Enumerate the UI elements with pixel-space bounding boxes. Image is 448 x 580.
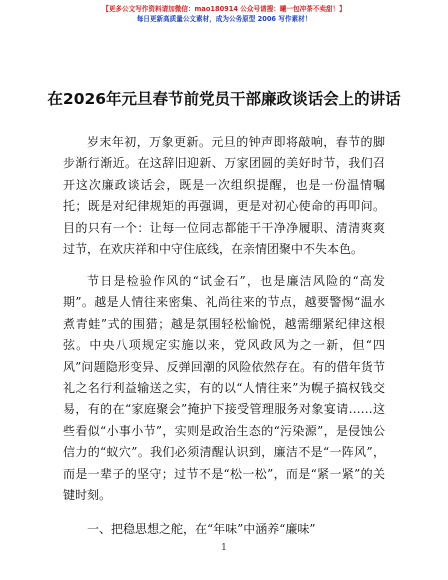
header-banner [0, 4, 448, 24]
paragraph-intro: 岁末年初，万象更新。元旦的钟声即将敲响，春节的脚步渐行渐近。在这辞旧迎新、万家团圆的美好时节，我们召开这次廉政谈话会，既是一次组织提醒，也是一份温情嘱托；既是对纪律规矩的再强调，更是对初心使命的再叩问。目的只有一个：让每一位同志都能干干净净履职、清清爽爽过节，在欢庆祥和中守住底线，在亲情团聚中不失本色。 [63, 135, 385, 257]
banner-line-2: 每日更新高质量公文素材，成为公务原型 2006 写作素材！ [136, 15, 312, 23]
document-body [63, 132, 385, 540]
page-number: 1 [221, 543, 227, 553]
banner-line-1: 【更多公文写作资料请加微信：mao180914 公众号请搜：曦一包冲茶不卖甜！】 [102, 5, 346, 13]
section-heading-1: 一、把稳思想之舵，在“年味”中涵养“廉味” [87, 521, 316, 536]
paragraph-festival: 节日是检验作风的“试金石”，也是廉洁风险的“高发期”。越是人情往来密集、礼尚往来的节点，越要警惕“温水煮青蛙”式的围猎；越是氛围轻松愉悦，越需绷紧纪律这根弦。中央八项规定实施以来，党风政风为之一新，但“四风”问题隐形变异、反弹回潮的风险依然存在。有的借年货节礼之名行利益输送之实，有的以“人情往来”为幌子搞权钱交易，有的在“家庭聚会”掩护下接受管理服务对象宴请……这些看似“小事小节”，实则是政治生态的“污染源”，是侵蚀公信力的“蚁穴”。我们必须清醒认识到，廉洁不是“一阵风”，而是一辈子的坚守；过节不是“松一松”，而是“紧一紧”的关键时刻。 [63, 274, 385, 503]
document-title: 在2026年元旦春节前党员干部廉政谈话会上的讲话 [47, 90, 401, 108]
